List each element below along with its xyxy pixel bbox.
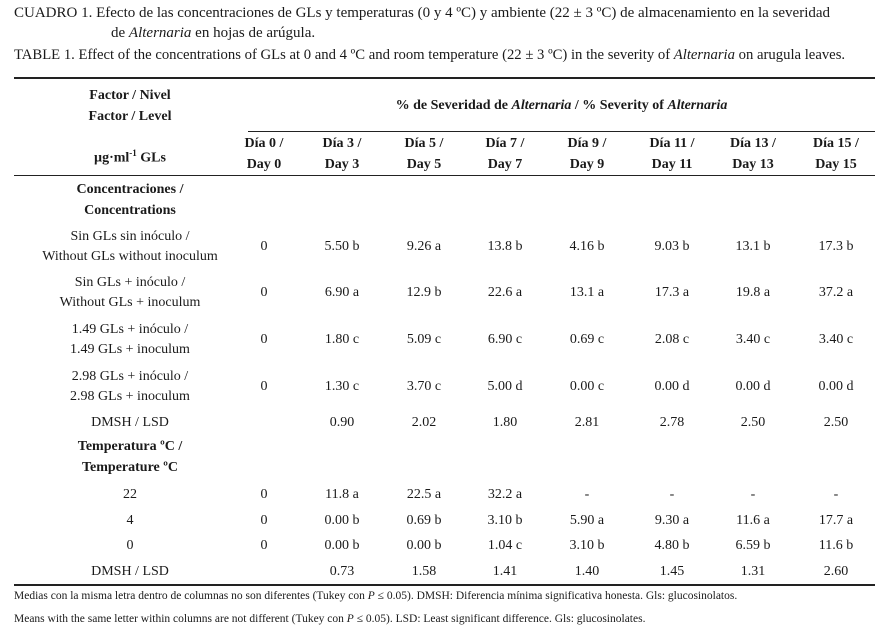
day-header-es: Día 11 / <box>649 136 695 151</box>
lsd-cell: 0.73 <box>329 564 355 579</box>
caption-spanish-cont <box>111 24 315 42</box>
lsd-label: DMSH / LSD <box>91 564 169 579</box>
table-cell: 13.1 a <box>569 285 605 300</box>
table-cell: 0.00 b <box>406 538 442 553</box>
row-label-es: Sin GLs sin inóculo / <box>70 229 190 244</box>
row-label: 0 <box>126 538 134 553</box>
section-title-en: Concentrations <box>84 203 176 218</box>
caption-label-es: CUADRO 1. <box>14 5 93 21</box>
day-header-es: Día 5 / <box>404 136 444 151</box>
table-cell: 3.40 c <box>735 332 771 347</box>
caption-english <box>14 46 845 64</box>
section-title-en: Temperature ºC <box>82 460 178 475</box>
table-cell: 3.10 b <box>569 538 605 553</box>
day-header-en: Day 11 <box>651 157 693 172</box>
table-cell: 0 <box>260 487 268 502</box>
day-header-es: Día 7 / <box>485 136 525 151</box>
table-cell: 17.3 a <box>654 285 690 300</box>
caption-spanish <box>14 4 830 22</box>
lsd-cell: 0.90 <box>329 415 355 430</box>
table-cell: 0.69 c <box>569 332 605 347</box>
table-cell: 4.80 b <box>654 538 690 553</box>
table-cell: 0 <box>260 332 268 347</box>
lsd-label: DMSH / LSD <box>91 415 169 430</box>
lsd-cell: 1.40 <box>574 564 600 579</box>
table-cell: 13.8 b <box>487 239 523 254</box>
table-cell: 3.40 c <box>818 332 854 347</box>
header-severity-pre: % de Severidad de <box>395 98 509 113</box>
lsd-cell: 1.80 <box>492 415 518 430</box>
table-cell: 9.03 b <box>654 239 690 254</box>
table-cell: 0.69 b <box>406 513 442 528</box>
lsd-cell: 1.41 <box>492 564 518 579</box>
section-title-es: Concentraciones / <box>76 182 184 197</box>
header-factor-en: Factor / Level <box>88 109 172 124</box>
table-cell: 37.2 a <box>818 285 854 300</box>
table-cell: 0.00 d <box>818 379 854 394</box>
table-cell: 6.90 a <box>324 285 360 300</box>
table-cell: 17.3 b <box>818 239 854 254</box>
table-cell: 0 <box>260 239 268 254</box>
day-header-en: Day 3 <box>324 157 360 172</box>
caption-text-en-post: on arugula leaves. <box>738 47 846 63</box>
row-label-es: 1.49 GLs + inóculo / <box>71 322 189 337</box>
table-cell: 9.26 a <box>406 239 442 254</box>
table-cell: - <box>750 487 756 502</box>
row-label: 4 <box>126 513 134 528</box>
table-cell: 5.00 d <box>487 379 523 394</box>
footnote-es <box>14 590 737 602</box>
table-bottom-rule <box>14 584 875 586</box>
table-cell: 0 <box>260 285 268 300</box>
row-label-es: 2.98 GLs + inóculo / <box>71 369 189 384</box>
table-cell: 22.6 a <box>487 285 523 300</box>
table-cell: 4.16 b <box>569 239 605 254</box>
table-cell: 3.10 b <box>487 513 523 528</box>
table-cell: 2.08 c <box>654 332 690 347</box>
header-bottom-rule <box>14 175 875 176</box>
caption-text-en-pre: Effect of the concentrations of GLs at 0 and 4 ºC and room temperature (22 ± 3 ºC) in the severity of <box>78 47 671 63</box>
table-cell: 11.6 a <box>736 513 770 528</box>
lsd-cell: 2.50 <box>740 415 766 430</box>
header-severity <box>248 95 875 116</box>
lsd-cell: 1.45 <box>659 564 685 579</box>
row-label-en: Without GLs without inoculum <box>42 249 218 264</box>
section-title-es: Temperatura ºC / <box>77 439 183 454</box>
caption-text-es-2-pre: de <box>111 25 126 41</box>
header-factor-es: Factor / Nivel <box>89 88 171 103</box>
table-cell: 11.8 a <box>325 487 359 502</box>
lsd-cell: 2.60 <box>823 564 849 579</box>
day-header-es: Día 15 / <box>813 136 859 151</box>
lsd-cell: 2.50 <box>823 415 849 430</box>
day-header-en: Day 0 <box>246 157 282 172</box>
table-cell: 1.80 c <box>324 332 360 347</box>
day-header-es: Día 13 / <box>730 136 776 151</box>
table-cell: 0.00 b <box>324 513 360 528</box>
table-cell: - <box>669 487 675 502</box>
table-cell: 17.7 a <box>818 513 854 528</box>
caption-text-en-italic: Alternaria <box>673 47 735 63</box>
table-cell: 13.1 b <box>735 239 771 254</box>
table-cell: 0 <box>260 513 268 528</box>
table-cell: 1.04 c <box>487 538 523 553</box>
table-cell: 6.59 b <box>735 538 771 553</box>
table-cell: - <box>833 487 839 502</box>
table-cell: 1.30 c <box>324 379 360 394</box>
table-cell: 3.70 c <box>406 379 442 394</box>
row-label: 22 <box>123 487 137 502</box>
lsd-cell: 2.81 <box>574 415 600 430</box>
footnote-en <box>14 613 645 625</box>
table-cell: 0.00 d <box>654 379 690 394</box>
day-header-es: Día 3 / <box>322 136 362 151</box>
header-unit-text: µg·ml <box>94 150 130 166</box>
row-label-en: 2.98 GLs + inoculum <box>70 389 190 404</box>
table-cell: 5.90 a <box>569 513 605 528</box>
row-label-es: Sin GLs + inóculo / <box>74 275 186 290</box>
header-severity-italic-1: Alternaria <box>511 98 572 113</box>
lsd-cell: 1.58 <box>411 564 437 579</box>
table-cell: 22.5 a <box>406 487 442 502</box>
footnote-en-p: P <box>346 613 354 625</box>
header-unit-post: GLs <box>140 150 166 166</box>
caption-text-es-1: Efecto de las concentraciones de GLs y temperaturas (0 y 4 ºC) y ambiente (22 ± 3 ºC) de almacenamiento en la severidad <box>96 5 831 21</box>
table-cell: 5.09 c <box>406 332 442 347</box>
footnote-es-p: P <box>367 590 375 602</box>
table-cell: 32.2 a <box>487 487 523 502</box>
day-header-es: Día 9 / <box>567 136 607 151</box>
header-unit <box>14 143 246 169</box>
row-label-en: Without GLs + inoculum <box>59 295 201 310</box>
lsd-cell: 2.02 <box>411 415 437 430</box>
header-severity-italic-2: Alternaria <box>667 98 728 113</box>
header-sub-rule <box>248 131 875 132</box>
footnote-en-pre: Means with the same letter within columns are not different (Tukey con <box>14 613 344 625</box>
row-label-en: 1.49 GLs + inoculum <box>70 342 190 357</box>
footnote-en-post: ≤ 0.05). LSD: Least significant difference. Gls: glucosinolates. <box>356 613 646 625</box>
day-header-en: Day 5 <box>406 157 442 172</box>
table-cell: 0 <box>260 538 268 553</box>
table-cell: 0.00 d <box>735 379 771 394</box>
lsd-cell: 1.31 <box>740 564 766 579</box>
table-cell: 0.00 c <box>569 379 605 394</box>
header-severity-mid: / % Severity of <box>574 98 664 113</box>
day-header-en: Day 13 <box>732 157 774 172</box>
caption-text-es-2-italic: Alternaria <box>128 25 192 41</box>
day-header-en: Day 15 <box>815 157 857 172</box>
table-cell: 6.90 c <box>487 332 523 347</box>
table-cell: 9.30 a <box>654 513 690 528</box>
table-cell: 0.00 b <box>324 538 360 553</box>
day-header-en: Day 9 <box>569 157 605 172</box>
table-top-rule <box>14 77 875 79</box>
day-header-es: Día 0 / <box>244 136 284 151</box>
caption-label-en: TABLE 1. <box>14 47 75 63</box>
footnote-es-post: ≤ 0.05). DMSH: Diferencia mínima significativa honesta. Gls: glucosinolatos. <box>377 590 738 602</box>
table-cell: 19.8 a <box>735 285 771 300</box>
footnote-es-pre: Medias con la misma letra dentro de columnas no son diferentes (Tukey con <box>14 590 365 602</box>
caption-text-es-2-post: en hojas de arúgula. <box>195 25 316 41</box>
table-cell: - <box>584 487 590 502</box>
table-cell: 0 <box>260 379 268 394</box>
header-unit-sup: -1 <box>129 148 137 158</box>
day-header-en: Day 7 <box>487 157 523 172</box>
lsd-cell: 2.78 <box>659 415 685 430</box>
table-cell: 5.50 b <box>324 239 360 254</box>
table-cell: 12.9 b <box>406 285 442 300</box>
table-cell: 11.6 b <box>818 538 854 553</box>
